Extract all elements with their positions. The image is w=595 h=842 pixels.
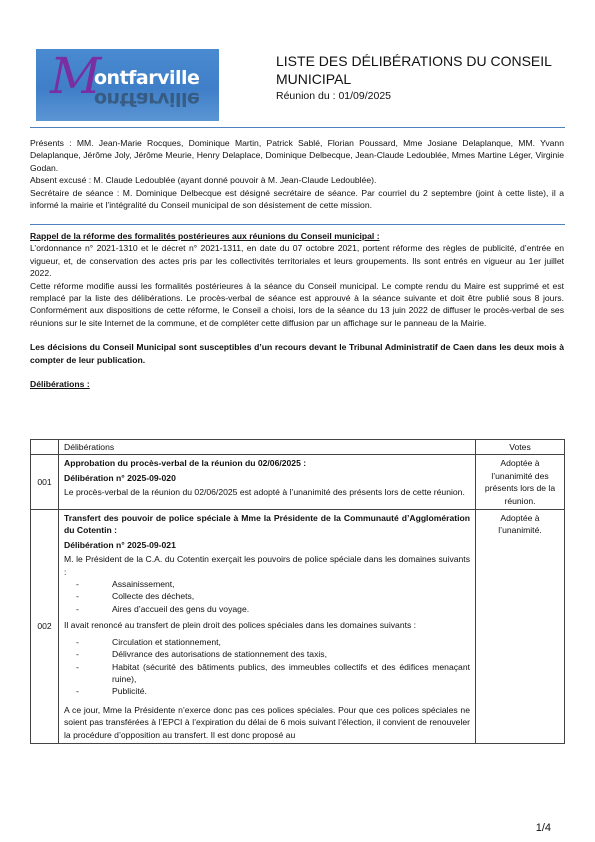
presents-text: Présents : MM. Jean-Marie Rocques, Dominique Martin, Patrick Sablé, Florian Poussard, Mme Josiane Delaplanque, MM. Yvann Delaplanque, Jérôme Joly, Jérôme Meurie, Henry Delaplace, Dominique Delbecque, Jean-Claude Ledoublée, Mmes Martine Léger, Virginie Godan. [30, 138, 564, 173]
document-title: LISTE DES DÉLIBÉRATIONS DU CONSEIL MUNICIPAL [276, 53, 552, 87]
column-header-votes: Votes [476, 440, 565, 455]
deliberation-text: Le procès-verbal de la réunion du 02/06/2025 est adopté à l’unanimité des présents lors de cette réunion. [64, 487, 465, 498]
list-item: - Publicité. [76, 686, 147, 697]
commune-logo [36, 49, 219, 121]
meeting-date: Réunion du : 01/09/2025 [276, 90, 392, 102]
divider [30, 224, 565, 225]
secretary-text: Secrétaire de séance : M. Dominique Delbecque est désigné secrétaire de séance. Par courriel du 2 septembre (joint à cette liste), il a informé la mairie et l’intégralité du Conseil municipal de son désistement de cette mission. [30, 187, 564, 211]
column-header-deliberations: Délibérations [59, 440, 476, 455]
deliberation-title: Approbation du procès-verbal de la réunion du 02/06/2025 : [64, 458, 307, 469]
reform-paragraph-2: Cette réforme modifie aussi les formalités postérieures à la séance du Conseil municipal. Le compte rendu du Maire est supprimé et est remplacé par la liste des délibérations. Le procès-verbal de séance est approuvé à la séance suivante et doit être publié sous 8 jours. Conformément aux dispositions de cette réforme, le Conseil a choisi, lors de la séance du 13 juin 2022 de diffuser le procès-verbal de ses réunions sur le site Internet de la commune, et de compléter cette diffusion par un affichage sur le panneau de la Mairie. [30, 280, 564, 328]
page-number: 1/4 [535, 822, 551, 834]
row-number: 002 [31, 510, 59, 744]
deliberation-title: Transfert des pouvoir de police spéciale à Mme la Présidente de la Communauté d’Agglomération du Cotentin : [64, 513, 470, 536]
reform-paragraph-1: L’ordonnance n° 2021-1310 et le décret n° 2021-1311, en date du 07 octobre 2021, portent réforme des règles de publicité, d’entrée en vigueur, et, de conservation des actes pris par les collectivités territoriales et leurs groupements. Ils sont entrés en vigueur au 1er juillet 2022. [30, 243, 564, 279]
logo-wordmark: ontfarville [94, 67, 200, 89]
recourse-notice: Les décisions du Conseil Municipal sont susceptibles d’un recours devant le Tribunal Administratif de Caen dans les deux mois à compter de leur publication. [30, 342, 564, 365]
logo-reflection: ontfarville [94, 88, 200, 110]
deliberation-mid: Il avait renoncé au transfert de plein droit des polices spéciales dans les domaines suivants : [64, 620, 417, 631]
absent-text: Absent excusé : M. Claude Ledoublée (ayant donné pouvoir à M. Jean-Claude Ledoublée). [30, 175, 377, 186]
deliberation-ref: Délibération n° 2025-09-020 [64, 472, 176, 483]
divider [30, 127, 565, 128]
deliberation-ref: Délibération n° 2025-09-021 [64, 539, 176, 550]
table-header-row [31, 440, 565, 455]
deliberations-table [30, 439, 565, 744]
reform-heading: Rappel de la réforme des formalités postérieures aux réunions du Conseil municipal : [30, 231, 380, 241]
attendance-block [30, 137, 564, 211]
deliberations-heading: Délibérations : [30, 379, 90, 390]
deliberation-end: A ce jour, Mme la Présidente n’exerce donc pas ces polices spéciales. Pour que ces polices spéciales ne soient pas transférées à l’EPCI à l’expiration du délai de 6 mois suivant l’élection, il convient de renouveler la procédure d’opposition au transfert. Il est donc proposé au [64, 704, 470, 740]
logo-initial: M [50, 49, 102, 105]
list-item: - Collecte des déchets, [76, 591, 195, 602]
row-number: 001 [31, 455, 59, 510]
table-row [31, 510, 565, 744]
reform-block [30, 230, 564, 390]
list-item: - Aires d’accueil des gens du voyage. [76, 603, 250, 614]
vote-result: Adoptée à l’unanimité. [476, 510, 565, 744]
vote-result: Adoptée à l’unanimité des présents lors de la réunion. [476, 455, 565, 510]
list-item: - Circulation et stationnement, [76, 636, 221, 647]
deliberation-cell [59, 510, 476, 744]
table-row [31, 455, 565, 510]
deliberation-cell [59, 455, 476, 510]
list-item: - Délivrance des autorisations de stationnement des taxis, [76, 649, 327, 660]
deliberation-intro: M. le Président de la C.A. du Cotentin exerçait les pouvoirs de police spéciale dans les domaines suivants : [64, 554, 470, 577]
list-item: - Habitat (sécurité des bâtiments publics, des immeubles collectifs et des édifices menaçant ruine), [76, 661, 470, 684]
list-item: - Assainissement, [76, 579, 175, 590]
